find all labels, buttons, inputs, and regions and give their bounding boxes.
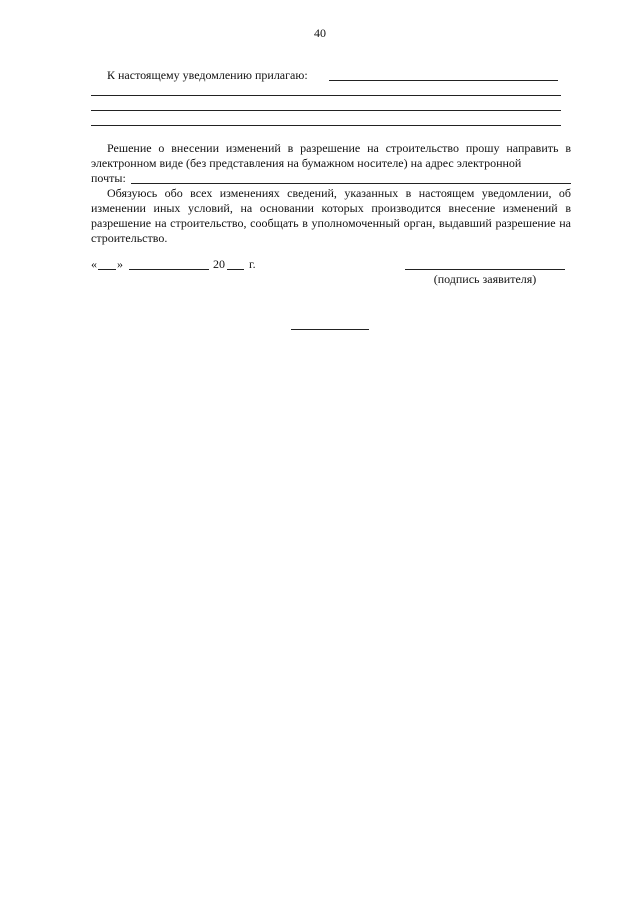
signature-field-line[interactable] [405, 269, 565, 270]
attachments-label: К настоящему уведомлению прилагаю: [107, 68, 308, 82]
date-year-prefix: 20 [213, 257, 225, 271]
attachments-field-line-4[interactable] [91, 125, 561, 126]
date-month-field[interactable] [129, 269, 209, 270]
attachments-field-line-1[interactable] [329, 80, 558, 81]
attachments-field-line-2[interactable] [91, 95, 561, 96]
date-year-suffix: г. [249, 257, 256, 271]
date-close-quote: » [117, 257, 123, 271]
signature-caption: (подпись заявителя) [433, 272, 537, 286]
closing-separator [291, 329, 369, 330]
date-year-field[interactable] [227, 269, 244, 270]
obligation-paragraph: Обязуюсь обо всех изменениях сведений, указанных в настоящем уведомлении, об изменении иных условий, на основании которых производится внесение изменений в разрешение на строительство, сообщать в уполномоченный орган, выдавший разрешение на строительство. [91, 186, 571, 245]
date-day-field[interactable] [98, 269, 116, 270]
email-label: почты: [91, 171, 126, 185]
page-number: 40 [314, 26, 326, 40]
date-open-quote: « [91, 257, 97, 271]
electronic-delivery-paragraph: Решение о внесении изменений в разрешение на строительство прошу направить в электронном виде (без представления на бумажном носителе) на адрес электронной [91, 141, 571, 170]
email-field-line[interactable] [131, 183, 571, 184]
attachments-field-line-3[interactable] [91, 110, 561, 111]
